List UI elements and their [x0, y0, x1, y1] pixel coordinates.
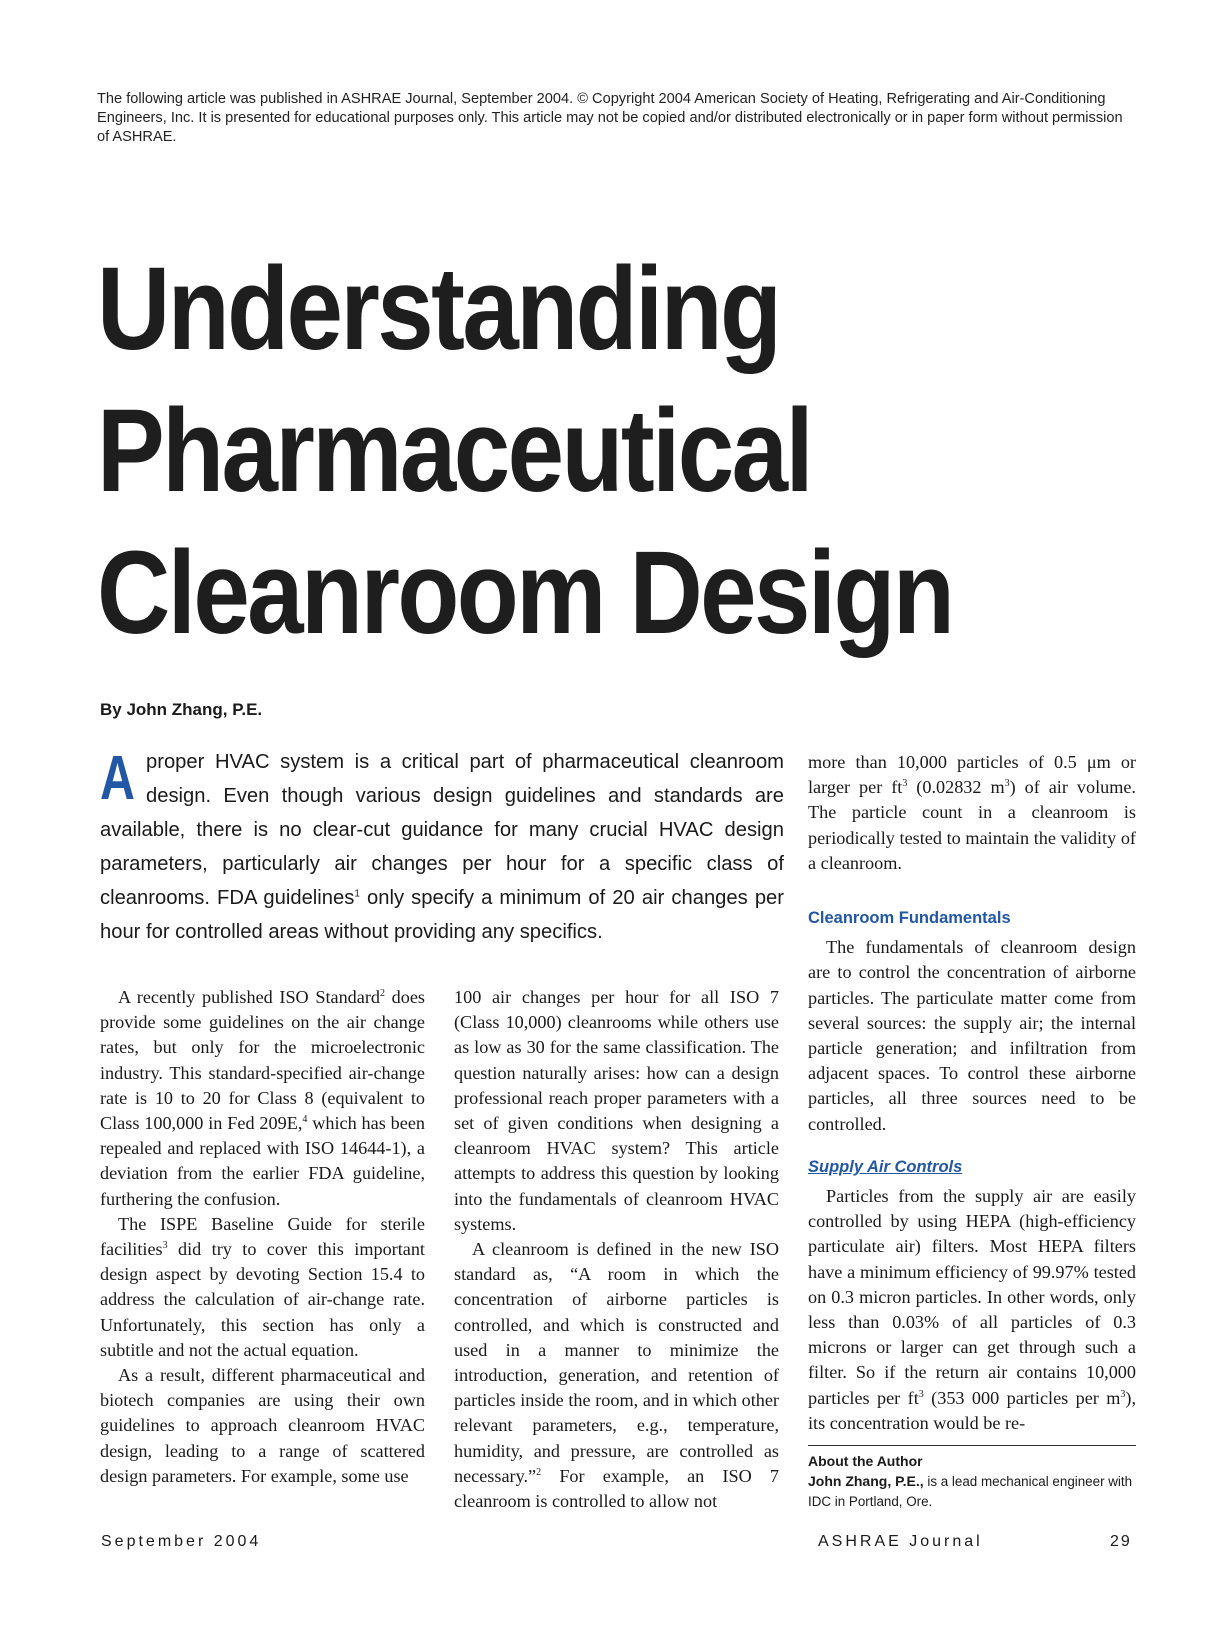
copyright-notice: The following article was published in ASHRAE Journal, September 2004. © Copyright 2004 American Society of Heating, Refrigerating and Air-Conditioning Engineers, Inc. It is presented for educational purposes only. This article may not be copied and/or distributed electronically or in paper form without permission of ASHRAE. [97, 91, 1123, 145]
section-heading-cleanroom-fundamentals: Cleanroom Fundamentals [808, 909, 1011, 928]
page-number: 29 [1110, 1533, 1132, 1550]
paragraph [100, 1212, 425, 1363]
footnote-ref: 4 [302, 1113, 308, 1125]
author-description: is a lead mechanical engineer with IDC in Portland, Ore. [808, 1474, 1133, 1509]
paragraph: 100 air changes per hour for all ISO 7 (Class 10,000) cleanrooms while others use as low as 30 for the same classification. The question naturally arises: how can a design professional reach proper parameters with a set of given conditions when designing a cleanroom HVAC system? This article attempts to address this question by looking into the fundamentals of cleanroom HVAC systems. [454, 987, 779, 1234]
text: A recently published ISO Standard [118, 987, 380, 1007]
paragraph [454, 1237, 779, 1514]
text: more than 10,000 particles of 0.5 μm or larger per ft [808, 752, 1136, 798]
text: ), its concentration would be re- [808, 1387, 1137, 1433]
divider [808, 1445, 1136, 1446]
footnote-ref: 2 [380, 987, 385, 999]
superscript: 3 [1004, 778, 1010, 790]
paragraph [100, 985, 425, 1212]
paragraph: The fundamentals of cleanroom design are to control the concentration of airborne particles. The particulate matter come from several sources: the supply air; the internal particle generation; and infiltration from adjacent spaces. To control these airborne particles, all three sources need to be controlled. [808, 937, 1136, 1134]
superscript: 3 [902, 778, 908, 790]
text: (0.02832 m [907, 777, 1005, 798]
footnote-ref: 3 [162, 1239, 168, 1251]
text: does provide some guidelines on the air change rates, but only for the microelectronic industry. This standard-specified air-change rate is 10 to 20 for Class 8 (equivalent to Class 100,000 in Fed 209E, [100, 987, 425, 1134]
text: which has been repealed and replaced with ISO 14644-1), a deviation from the earlier FDA guideline, furthering the confusion. [100, 1113, 426, 1209]
about-the-author [808, 1451, 1138, 1512]
body-column-3 [808, 750, 1136, 1436]
footnote-ref: 2 [536, 1466, 542, 1478]
text: ) of air volume. The particle count in a cleanroom is periodically tested to maintain the validity of a cleanroom. [808, 777, 1136, 873]
footnote-ref: 1 [354, 888, 360, 900]
body-column-1 [100, 985, 425, 1489]
article-title [97, 238, 1157, 664]
footer-date: September 2004 [101, 1533, 262, 1550]
body-column-2 [454, 985, 779, 1514]
paragraph [808, 1184, 1136, 1436]
lead-text-a: proper HVAC system is a critical part of pharmaceutical cleanroom design. Even though various design guidelines and standards are available, there is no clear-cut guidance for many crucial HVAC design parameters, particularly air changes per hour for a specific class of cleanrooms. FDA guidelines [100, 751, 784, 909]
lead-text-b: only specify a minimum of 20 air changes per hour for controlled areas without providing any specifics. [100, 887, 784, 943]
footer-journal: ASHRAE Journal [818, 1533, 983, 1550]
about-heading: About the Author [808, 1453, 923, 1469]
title-line-1: Understanding [97, 243, 780, 375]
superscript: 3 [918, 1388, 924, 1400]
byline: By John Zhang, P.E. [100, 700, 263, 719]
text: For example, an ISO 7 cleanroom is controlled to allow not [454, 1465, 779, 1512]
title-line-2: Pharmaceutical [97, 385, 812, 517]
title-line-3: Cleanroom Design [97, 527, 953, 659]
text: The ISPE Baseline Guide for sterile facilities [100, 1213, 425, 1260]
superscript: 3 [1120, 1388, 1126, 1400]
section-heading-supply-air-controls: Supply Air Controls [808, 1157, 963, 1176]
author-name: John Zhang, P.E., [808, 1473, 924, 1489]
text: did try to cover this important design aspect by devoting Section 15.4 to address the calculation of air-change rate. Unfortunately, this section has only a subtitle and not the actual equation. [100, 1239, 425, 1360]
text: A cleanroom is defined in the new ISO standard as, “A room in which the concentration of airborne particles is controlled, and which is constructed and used in a manner to minimize the introduction, generation, and retention of particles inside the room, and in which other relevant parameters, e.g., temperature, humidity, and pressure, are controlled as necessary.” [454, 1239, 779, 1486]
paragraph: As a result, different pharmaceutical and biotech companies are using their own guidelines to approach cleanroom HVAC design, leading to a range of scattered design parameters. For example, some use [100, 1365, 425, 1486]
text: Particles from the supply air are easily controlled by using HEPA (high-efficiency particulate air) filters. Most HEPA filters have a minimum efficiency of 99.97% tested on 0.3 micron particles. In other words, only less than 0.03% of all particles of 0.3 microns or larger can get through such a filter. So if the return air contains 10,000 particles per ft [808, 1186, 1136, 1408]
lead-paragraph [100, 745, 784, 949]
drop-cap: A [100, 744, 135, 813]
paragraph [808, 750, 1136, 876]
text: (353 000 particles per m [923, 1387, 1121, 1408]
